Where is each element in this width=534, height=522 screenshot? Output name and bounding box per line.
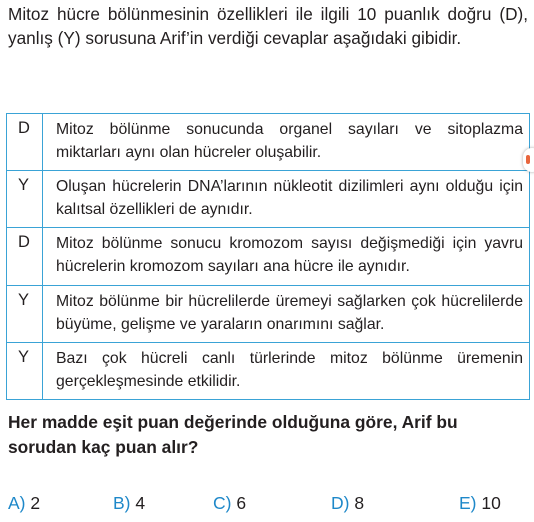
- statement-text: Mitoz bölünme bir hücrelilerde üremeyi sağlarken çok hücrelilerde büyüme, gelişme ve yaraların onarımını sağlar.: [43, 285, 530, 342]
- choice-letter: D): [331, 493, 350, 513]
- choice-letter: A): [8, 493, 26, 513]
- answer-choices: [0, 490, 534, 516]
- choice-c[interactable]: [213, 490, 246, 516]
- table-row: [7, 285, 530, 342]
- question-text: Her madde eşit puan değerinde olduğuna göre, Arif bu sorudan kaç puan alır?: [8, 412, 458, 457]
- choice-value: 6: [236, 493, 247, 513]
- table-row: [7, 342, 530, 399]
- choice-letter: B): [113, 493, 131, 513]
- table-row: [7, 171, 530, 228]
- table-row: [7, 114, 530, 171]
- choice-b[interactable]: [113, 490, 145, 516]
- answer-mark: D: [7, 228, 43, 285]
- choice-value: 2: [30, 493, 41, 513]
- statement-text: Oluşan hücrelerin DNA’larının nükleotit dizilimleri aynı olduğu için kalıtsal özellikleri de aynıdır.: [43, 171, 530, 228]
- answers-table: [6, 113, 530, 400]
- table-row: [7, 228, 530, 285]
- choice-a[interactable]: [8, 490, 40, 516]
- choice-letter: C): [213, 493, 232, 513]
- choice-letter: E): [459, 493, 477, 513]
- answer-mark: D: [7, 114, 43, 171]
- side-tab-handle[interactable]: [523, 148, 534, 172]
- choice-value: 4: [135, 493, 146, 513]
- choice-e[interactable]: [459, 490, 501, 516]
- choice-d[interactable]: [331, 490, 364, 516]
- statement-text: Bazı çok hücreli canlı türlerinde mitoz bölünme üremenin gerçekleşmesinde etkilidir.: [43, 342, 530, 399]
- statement-text: Mitoz bölünme sonucu kromozom sayısı değişmediği için yavru hücrelerin kromozom sayıları ana hücre ile aynıdır.: [43, 228, 530, 285]
- question-intro: Mitoz hücre bölünmesinin özellikleri ile ilgili 10 puanlık doğru (D), yanlış (Y) sorusuna Arif’in verdiği cevaplar aşağıdaki gibidir.: [8, 4, 528, 48]
- answer-mark: Y: [7, 285, 43, 342]
- answer-mark: Y: [7, 342, 43, 399]
- choice-value: 8: [354, 493, 365, 513]
- answer-mark: Y: [7, 171, 43, 228]
- choice-value: 10: [481, 493, 501, 513]
- statement-text: Mitoz bölünme sonucunda organel sayıları ve sitoplazma miktarları aynı olan hücreler oluşabilir.: [43, 114, 530, 171]
